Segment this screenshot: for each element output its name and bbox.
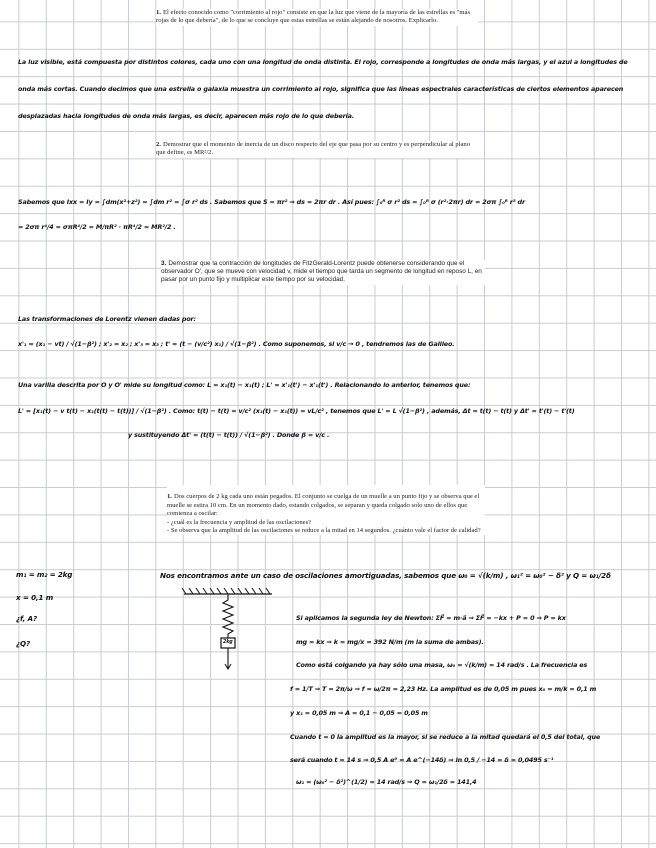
answer-4-line-2: Si aplicamos la segunda ley de Newton: ΣF⃗ = m·a⃗ ⇒ ΣF⃗ = −kx + P = 0 ⇒ P = kx	[296, 614, 566, 622]
problem-2-statement	[156, 141, 478, 158]
answer-1-line-3: desplazadas hacia longitudes de onda más largas, es decir, aparecen más rojo de lo que debería.	[18, 112, 355, 120]
problem-4-statement	[167, 485, 485, 535]
answer-2-line-2: = 2σπ r⁴/4 = σπR⁴/2 = M/πR² · πR⁴/2 = MR²/2 .	[18, 223, 176, 231]
answer-4-line-6: y x₁ = 0,05 m ⇒ A = 0,1 − 0,05 = 0,05 m	[290, 709, 428, 717]
answer-2-line-1: Sabemos que Ixx = Iy = ∫dm(x²+z²) = ∫dm r² = ∫σ r² ds . Sabemos que S = πr² ⇒ ds = 2πr dr . Así pues: ∫₀ᴿ σ r² ds = ∫₀ᴿ σ (r²·2πr) dr = 2σπ ∫₀ᴿ r³ dr	[18, 198, 525, 206]
answer-4-line-9: ω₁ = (ω₀² − δ²)^(1/2) = 14 rad/s ⇒ Q = ω₁/2δ = 141,4	[296, 778, 477, 786]
problem-3-number: 3.	[161, 260, 167, 267]
answer-4-line-8: será cuando t = 14 s ⇒ 0,5 A e⁰ = A e^(−14δ) ⇒ ln 0,5 / −14 = δ = 0,0495 s⁻¹	[290, 756, 554, 764]
problem-4-number: 1.	[167, 493, 172, 501]
answer-3-line-1: Las transformaciones de Lorentz vienen dadas por:	[18, 315, 196, 323]
problem-3-text: Demostrar que la contracción de longitudes de FitzGerald-Lorentz puede obtenerse considerando que el observador O', que se mueve con velocidad v, mide el tiempo que tarda un segmento de longitud en reposo L, en pasar por un punto fijo y multiplicar este tiempo por su velocidad.	[161, 260, 482, 284]
given-unknown-q: ¿Q?	[16, 639, 30, 648]
answer-3-line-4: L' = [x₁(t) − v t(t) − x₁(t(t) − t(t))] / √(1−β²) . Como: t(t) − t(t) = v/c² (x₁(t) − x₁(t)) = vL/c² , tenemos que L' = L √(1−β²) , además, Δt = t(t) − t(t) y Δt' = t'(t) − t'(t)	[18, 407, 575, 415]
problem-1-statement	[156, 9, 478, 26]
answer-4-line-1: Nos encontramos ante un caso de oscilaciones amortiguadas, sabemos que ω₀ = √(k/m) , ω₁² = ω₀² − δ² y Q = ω₁/2δ	[160, 571, 611, 580]
given-unknowns-f-a: ¿f, A?	[16, 614, 37, 623]
answer-4-line-5: f = 1/T ⇒ T = 2π/ω ⇒ f = ω/2π = 2,23 Hz. La amplitud es de 0,05 m pues x₀ = m/k = 0,1 m	[290, 685, 597, 693]
answer-4-line-3: mg = kx ⇒ k = mg/x = 392 N/m (m la suma de ambas).	[296, 638, 484, 646]
given-masses: m₁ = m₂ = 2kg	[16, 570, 73, 579]
answer-1-line-1: La luz visible, está compuesta por distintos colores, cada uno con una longitud de onda distinta. El rojo, corresponde a longitudes de onda más largas, y el azul a longitudes de	[18, 58, 628, 66]
problem-1-number: 1.	[156, 9, 161, 16]
answer-4-line-4: Como está colgando ya hay sólo una masa, ω₀ = √(k/m) = 14 rad/s . La frecuencia es	[296, 661, 588, 669]
problem-4-text: Dos cuerpos de 2 kg cada uno están pegados. El conjunto se cuelga de un muelle a un punto fijo y se observa que el muelle se estira 10 cm. En un momento dado, estando colgados, se separan y queda colgado solo uno de ellos que comienza a oscilar: - ¿cuál es la frecuencia y amplitud de las oscilaciones? - Se observa que la amplitud de las oscilaciones se reduce a la mitad en 14 segundos. ¿cuánto vale el factor de calidad?	[167, 493, 481, 535]
answer-3-line-3: Una varilla descrita por O y O' mide su longitud como: L = x₁(t) − x₁(t) ; L' = x'₁(t') − x'₁(t') . Relacionando lo anterior, tenemos que:	[18, 381, 471, 389]
answer-4-line-7: Cuando t = 0 la amplitud es la mayor, si se reduce a la mitad quedará el 0,5 del total, que	[290, 733, 601, 741]
problem-2-text: Demostrar que el momento de inercia de un disco respecto del eje que pasa por su centro y es perpendicular al plano que define, es MR²/2.	[156, 141, 470, 157]
answer-3-line-2: x'₁ = (x₁ − vt) / √(1−β²) ; x'₂ = x₂ ; x'₃ = x₃ ; t' = (t − (v/c²) x₁) / √(1−β²) . Como suponemos, si v/c → 0 , tendremos las de Galileo.	[18, 340, 455, 348]
answer-1-line-2: onda más cortas. Cuando decimos que una estrella o galaxia muestra un corrimiento al rojo, significa que las líneas espectrales características de ciertos elementos aparecen	[18, 85, 624, 93]
problem-2-number: 2.	[156, 141, 161, 148]
given-stretch: x = 0,1 m	[16, 593, 54, 602]
spring-mass-label: 2kg	[223, 640, 233, 645]
problem-3-statement	[161, 260, 485, 285]
problem-1-text: El efecto conocido como "corrimiento al rojo" consiste en que la luz que viene de la mayoría de las estrellas es "más rojas de lo que debería", de lo que se concluye que estas estrellas se están alejando de nosotros. Explicarlo.	[156, 9, 471, 25]
spring-diagram	[180, 588, 276, 676]
answer-3-line-5: y sustituyendo Δt' = (t(t) − t(t)) / √(1−β²) . Donde β = v/c .	[128, 431, 330, 439]
